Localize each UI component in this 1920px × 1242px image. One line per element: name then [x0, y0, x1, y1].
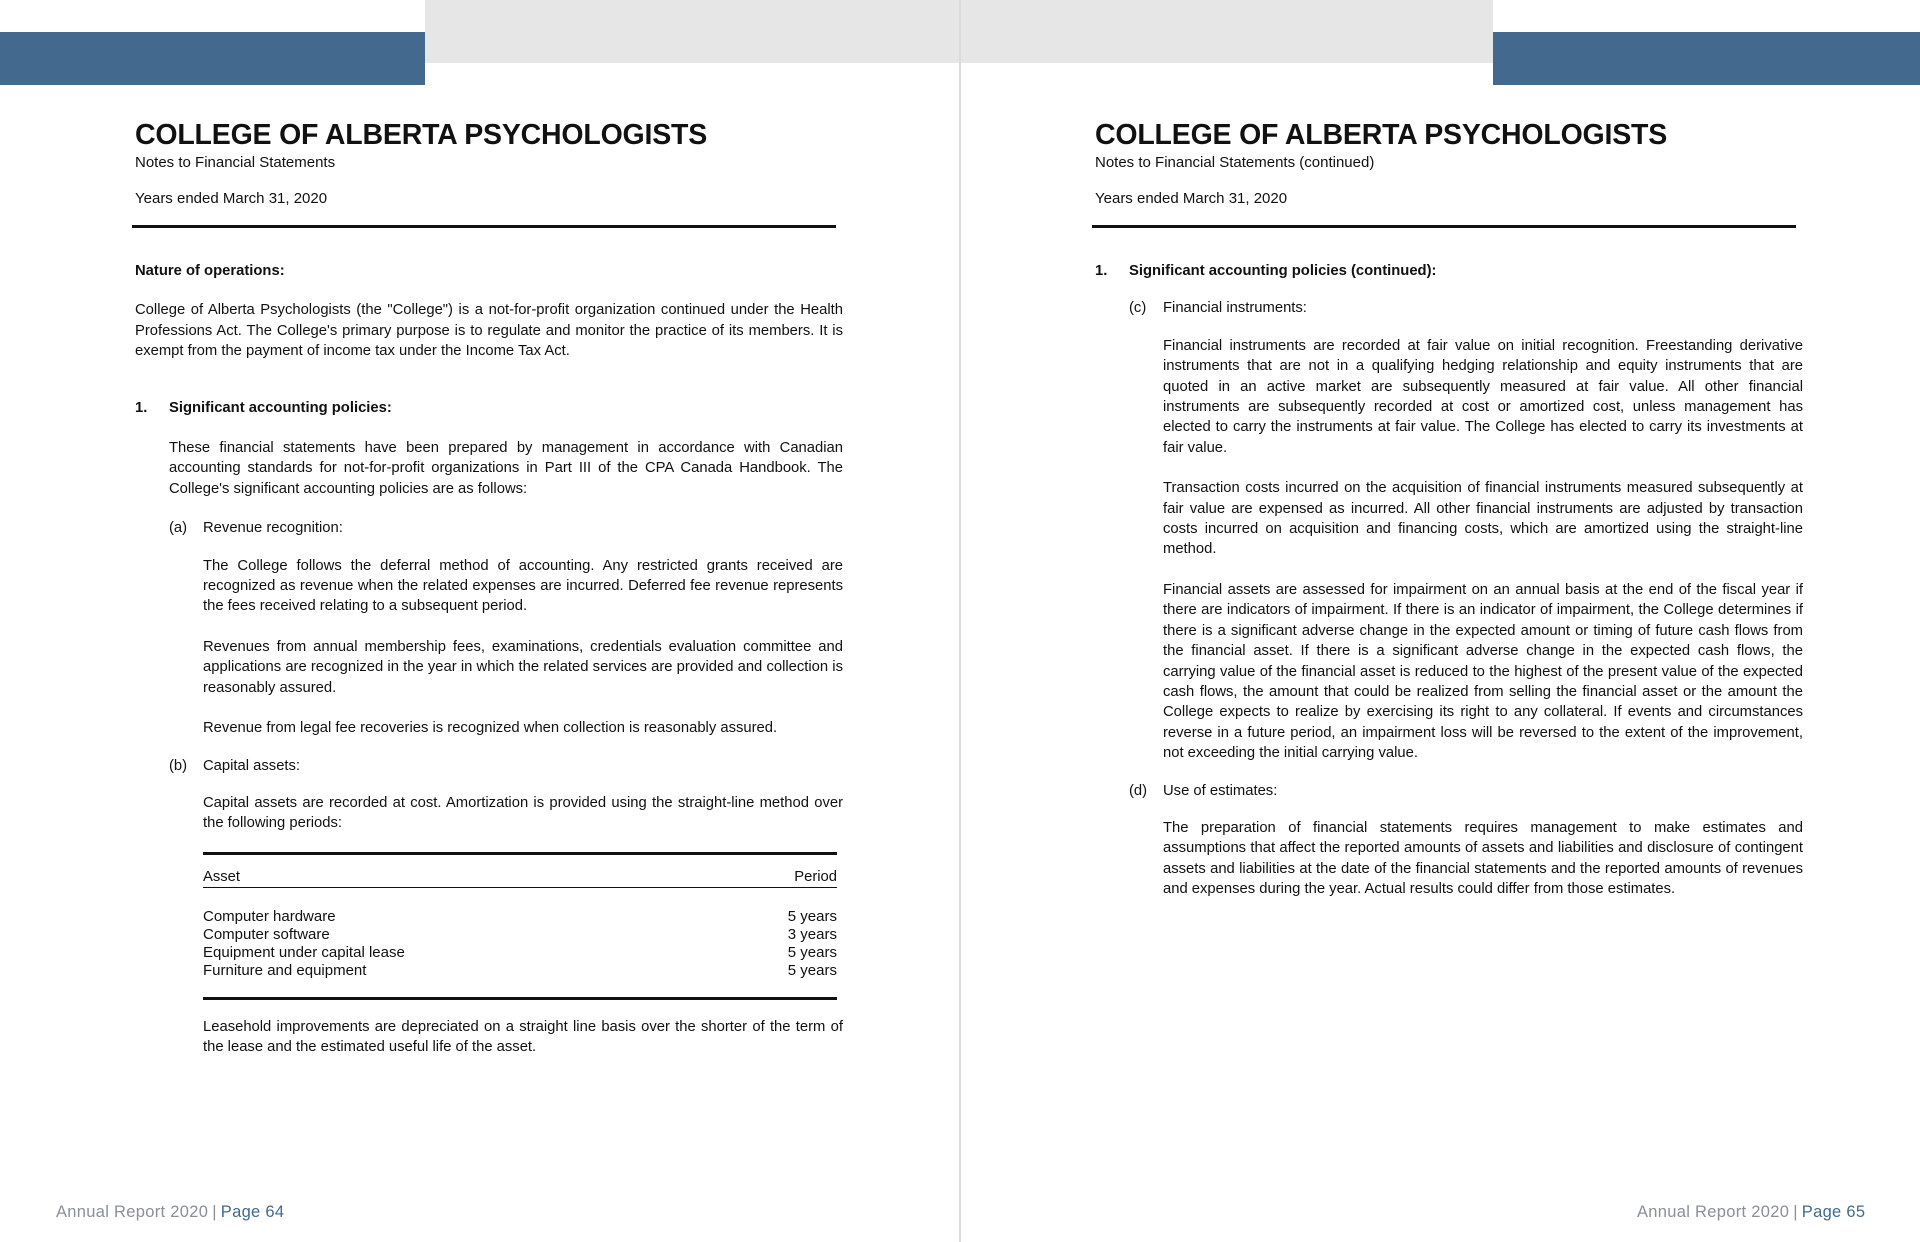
- page-title: COLLEGE OF ALBERTA PSYCHOLOGISTS: [135, 119, 708, 151]
- section-number: 1.: [135, 399, 148, 416]
- subsection-c-heading: [1129, 298, 1803, 318]
- table-bottom-rule: [203, 997, 837, 1000]
- estimates-paragraph: The preparation of financial statements requires management to make estimates and assumptions that affect the reported amounts of assets and liabilities and disclosure of contingent assets and liabilities at the date of the financial statements and the reported amounts of revenues and expenses during the year. Actual results could differ from those estimates.: [1163, 819, 1803, 898]
- subsection-c-label: (c): [1129, 300, 1147, 317]
- section-intro-paragraph: These financial statements have been prepared by management in accordance with Canadian accounting standards for not-for-profit organizations in Part III of the CPA Canada Handbook. The College's significant accounting policies are as follows:: [169, 440, 843, 497]
- header-divider: [1092, 225, 1796, 228]
- table-row: [203, 962, 837, 980]
- asset-period: 3 years: [787, 925, 837, 943]
- page-subtitle: Notes to Financial Statements: [135, 154, 336, 171]
- section-number: 1.: [1095, 263, 1108, 279]
- header-blue-bar: [0, 32, 425, 85]
- section-title: Significant accounting policies:: [169, 399, 392, 416]
- financial-instruments-paragraph-3: Financial assets are assessed for impairment on an annual basis at the end of the fiscal year if there are indicators of impairment. If there is an indicator of impairment, the College determines if there is a significant adverse change in the expected amount or timing of future cash flows from the financial asset. If there is a significant adverse change in the expected cash flows, the carrying value of the financial asset is reduced to the highest of the present value of the expected cash flows, the amount that could be realized from selling the financial asset or the amount the College expects to realize by exercising its right to any collateral. If events and circumstances reverse in a future period, an impairment loss will be reversed to the extent of the improvement, not exceeding the initial carrying value.: [1163, 581, 1803, 762]
- right-page-content: [1095, 118, 1803, 900]
- subsection-a-label: (a): [169, 520, 188, 537]
- revenue-paragraph-2: Revenues from annual membership fees, examinations, credentials evaluation committee and applications are recognized in the year in which the related services are provided and collection is reasonably assured.: [203, 638, 843, 696]
- header-gray-band: [425, 0, 959, 63]
- table-header-row: [203, 867, 837, 888]
- column-header-period: Period: [794, 868, 837, 885]
- financial-instruments-paragraph-1: Financial instruments are recorded at fair value on initial recognition. Freestanding derivative instruments that are not in a qualifying hedging relationship and equity instruments that are quoted in an active market are subsequently measured at fair value. All other financial instruments are subsequently recorded at cost or amortized cost, unless management has elected to carry the instruments at fair value. The College has elected to carry its investments at fair value.: [1163, 337, 1803, 456]
- asset-name: Furniture and equipment: [203, 961, 367, 979]
- period-label: Years ended March 31, 2020: [1095, 190, 1288, 207]
- footer-separator: |: [1793, 1203, 1798, 1221]
- nature-heading: Nature of operations:: [135, 263, 285, 279]
- subsection-d-title: Use of estimates:: [1163, 782, 1278, 799]
- subsection-a-title: Revenue recognition:: [203, 520, 343, 537]
- subsection-d-heading: [1129, 781, 1803, 801]
- footer-report-name: Annual Report 2020: [56, 1203, 209, 1221]
- section-heading: [1095, 261, 1803, 281]
- asset-period: 5 years: [787, 943, 837, 961]
- footer-separator: |: [212, 1203, 217, 1221]
- page-subtitle: Notes to Financial Statements (continued): [1095, 154, 1375, 171]
- header-divider: [132, 225, 836, 228]
- header-blue-bar: [1493, 32, 1920, 85]
- subsection-c-title: Financial instruments:: [1163, 300, 1307, 317]
- section-title: Significant accounting policies (continued):: [1129, 263, 1437, 279]
- header-gray-band: [961, 0, 1493, 63]
- amortization-table: [203, 852, 837, 1000]
- period-label: Years ended March 31, 2020: [135, 190, 328, 207]
- asset-name: Computer hardware: [203, 907, 336, 925]
- asset-period: 5 years: [787, 907, 837, 925]
- revenue-paragraph-3: Revenue from legal fee recoveries is recognized when collection is reasonably assured.: [203, 720, 778, 737]
- column-header-asset: Asset: [203, 868, 241, 885]
- right-page: [961, 0, 1920, 1242]
- financial-instruments-paragraph-2: Transaction costs incurred on the acquisition of financial instruments measured subsequently at fair value are expensed as incurred. All other financial instruments are adjusted by transaction costs incurred on acquisition and financing costs, which are amortized using the straight-line method.: [1163, 480, 1803, 558]
- page-footer: [56, 1203, 284, 1222]
- subsection-b-title: Capital assets:: [203, 757, 301, 774]
- footer-page-number: Page 64: [220, 1203, 285, 1221]
- page-footer: [1637, 1203, 1865, 1222]
- page-title: COLLEGE OF ALBERTA PSYCHOLOGISTS: [1095, 119, 1668, 151]
- asset-name: Computer software: [203, 925, 330, 943]
- nature-paragraph: College of Alberta Psychologists (the "College") is a not-for-profit organization continued under the Health Professions Act. The College's primary purpose is to regulate and monitor the practice of its members. It is exempt from the payment of income tax under the Income Tax Act.: [135, 302, 843, 360]
- asset-period: 5 years: [787, 961, 837, 979]
- table-body: [203, 908, 837, 980]
- revenue-paragraph-1: The College follows the deferral method of accounting. Any restricted grants received are recognized as revenue when the related expenses are incurred. Deferred fee revenue represents the fees received relating to a subsequent period.: [203, 557, 843, 615]
- leasehold-paragraph: Leasehold improvements are depreciated on a straight line basis over the shorter of the term of the lease and the estimated useful life of the asset.: [203, 1018, 843, 1056]
- table-row: [203, 908, 837, 926]
- table-top-rule: [203, 852, 837, 855]
- subsection-a-heading: [169, 518, 843, 538]
- subsection-b-heading: [169, 756, 843, 776]
- footer-page-number: Page 65: [1801, 1203, 1866, 1221]
- section-heading: [135, 398, 843, 418]
- left-page: [0, 0, 959, 1242]
- subsection-d-label: (d): [1129, 782, 1148, 799]
- capital-assets-paragraph: Capital assets are recorded at cost. Amortization is provided using the straight-line method over the following periods:: [203, 794, 843, 832]
- table-row: [203, 944, 837, 962]
- left-page-content: [135, 118, 843, 1058]
- asset-name: Equipment under capital lease: [203, 943, 405, 961]
- subsection-b-label: (b): [169, 757, 188, 774]
- footer-report-name: Annual Report 2020: [1637, 1203, 1790, 1221]
- table-row: [203, 926, 837, 944]
